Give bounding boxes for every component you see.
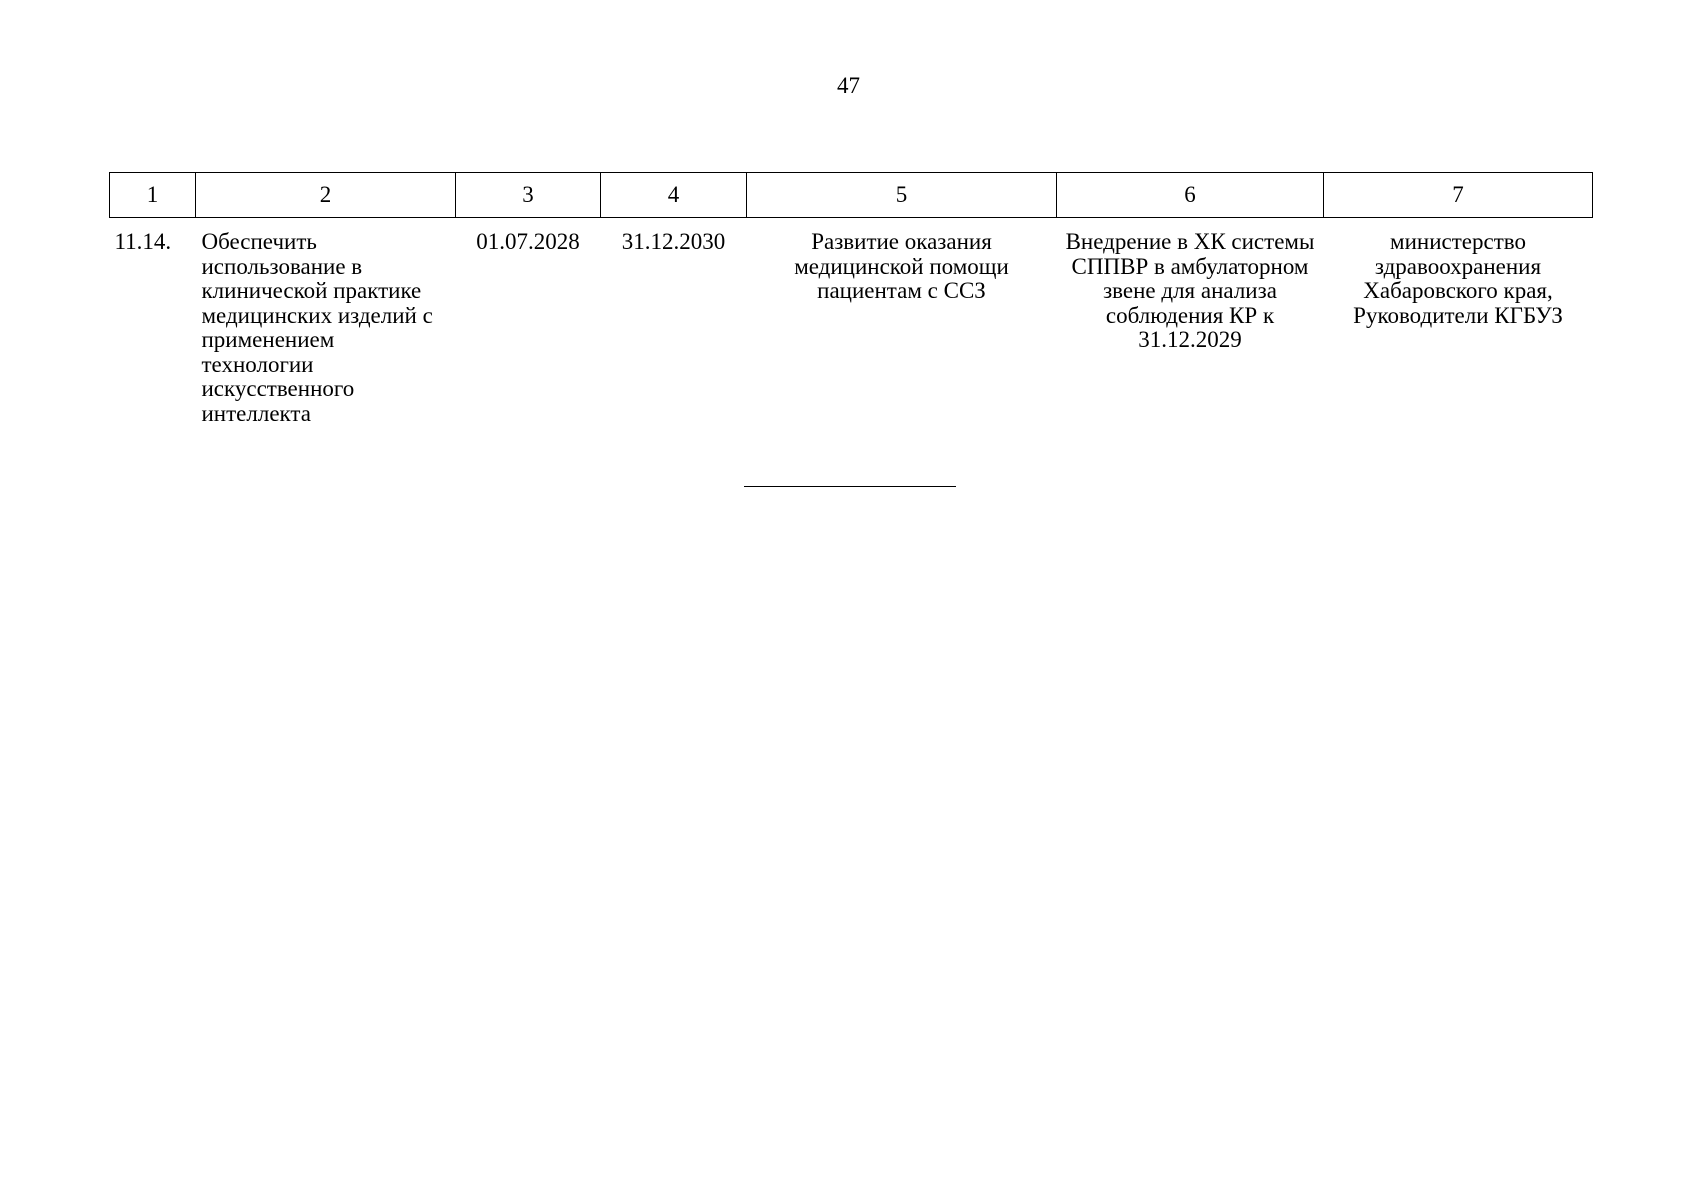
- table-header-row: [110, 173, 1593, 218]
- page-number: 47: [837, 73, 860, 98]
- column-header-2: 2: [196, 173, 456, 218]
- row-number-cell: 11.14.: [114, 229, 172, 254]
- column-header-6: 6: [1057, 173, 1324, 218]
- column-header-1: 1: [110, 173, 196, 218]
- measures-table: [109, 172, 1593, 426]
- measure-cell: Обеспечить использование в клинической практике медицинских изделий с применением технологии искусственного интеллекта: [201, 229, 433, 426]
- column-header-4: 4: [601, 173, 747, 218]
- column-header-5: 5: [747, 173, 1057, 218]
- result-cell: Внедрение в ХК системы СППВР в амбулаторном звене для анализа соблюдения КР к 31.12.2029: [1065, 229, 1315, 352]
- table-row: [110, 218, 1593, 427]
- end-of-document-rule: [744, 486, 956, 487]
- start-date-cell: 01.07.2028: [476, 229, 580, 254]
- column-header-7: 7: [1324, 173, 1593, 218]
- responsible-cell: министерство здравоохранения Хабаровского края, Руководители КГБУЗ: [1353, 229, 1563, 328]
- end-date-cell: 31.12.2030: [621, 229, 726, 254]
- goal-cell: Развитие оказания медицинской помощи пациентам с ССЗ: [794, 229, 1009, 303]
- column-header-3: 3: [456, 173, 601, 218]
